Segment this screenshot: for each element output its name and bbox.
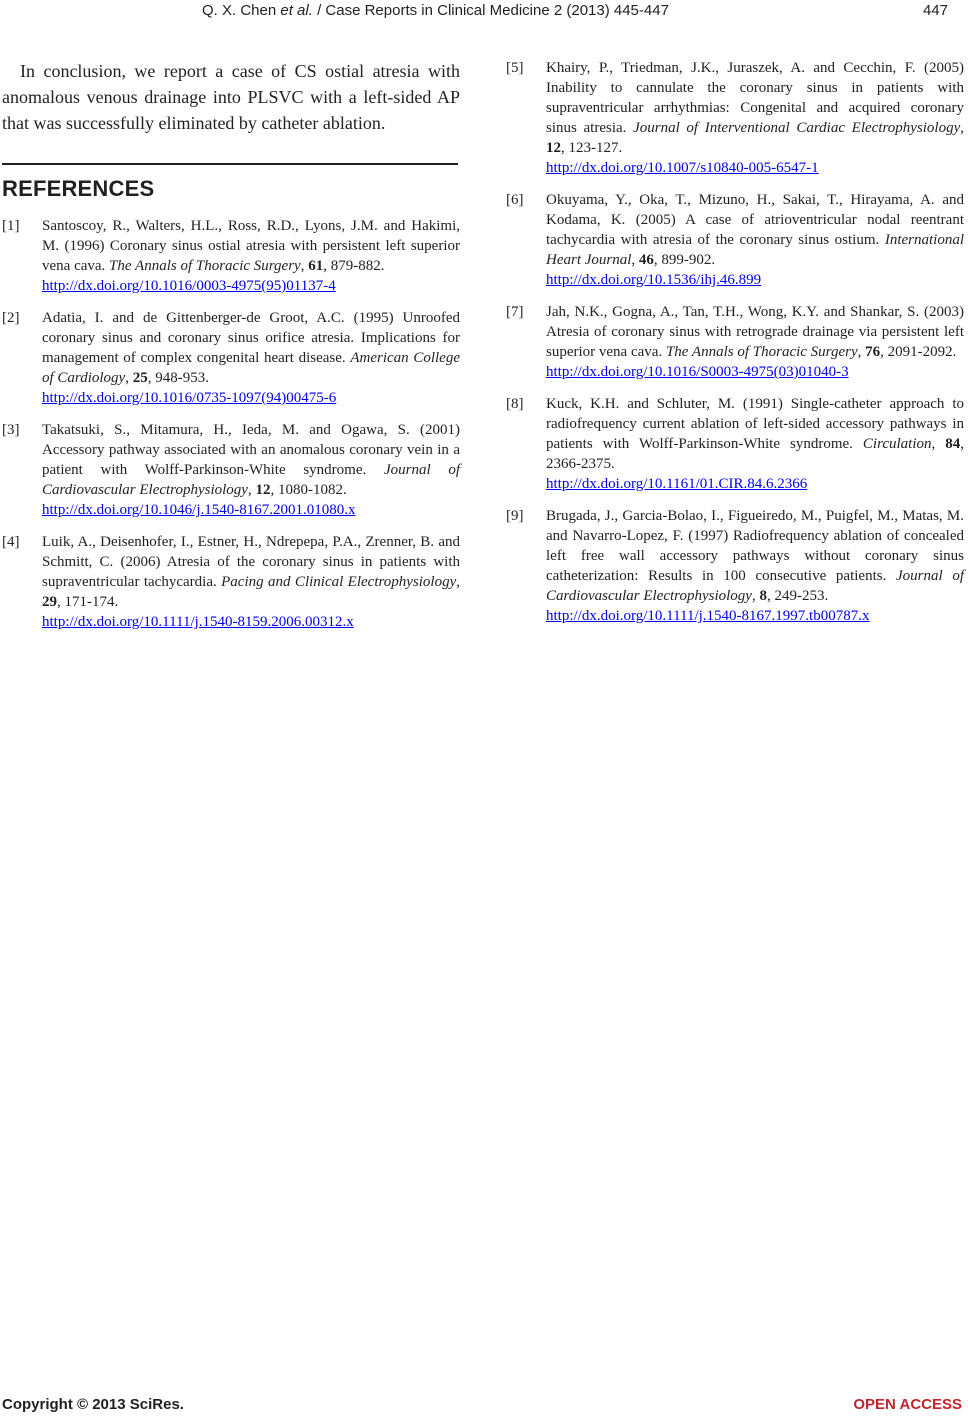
header-authors: Q. X. Chen (202, 2, 277, 19)
reference-number: [7] (506, 304, 524, 320)
reference-journal: The Annals of Thoracic Surgery (665, 344, 858, 360)
running-title (202, 2, 669, 19)
reference-text: Santoscoy, R., Walters, H.L., Ross, R.D., Lyons, J.M. and Hakimi, M. (1996) Coronary sinus ostial atresia with persistent left superior vena cava. (42, 218, 460, 274)
reference-number: [5] (506, 60, 524, 76)
reference-number: [4] (2, 534, 20, 550)
reference-citation: Luik, A., Deisenhofer, I., Estner, H., Ndrepepa, P.A., Zrenner, B. and Schmitt, C. (2006) Atresia of the coronary sinus in patients with supraventricular tachycardia. Pacing and Clinical Electrophysiology, 29, 171-174. (42, 534, 461, 610)
header-etal: et al. (280, 2, 313, 19)
reference-doi-link[interactable]: http://dx.doi.org/10.1016/S0003-4975(03)01040-3 (546, 364, 849, 380)
reference-item (506, 58, 964, 178)
running-header (0, 2, 968, 24)
page-number: 447 (922, 2, 948, 19)
reference-doi-link[interactable]: http://dx.doi.org/10.1161/01.CIR.84.6.2366 (546, 476, 808, 492)
reference-journal: Journal of Cardiovascular Electrophysiology (42, 462, 460, 498)
reference-citation: Santoscoy, R., Walters, H.L., Ross, R.D., Lyons, J.M. and Hakimi, M. (1996) Coronary sinus ostial atresia with persistent left superior vena cava. The Annals of Thoracic Surgery, 61, 879-882. (42, 218, 460, 274)
reference-number: [8] (506, 396, 524, 412)
reference-doi-link[interactable]: http://dx.doi.org/10.1016/0003-4975(95)01137-4 (42, 278, 336, 294)
reference-doi-link[interactable]: http://dx.doi.org/10.1111/j.1540-8167.1997.tb00787.x (546, 608, 870, 624)
header-journal: / Case Reports in Clinical Medicine 2 (2013) 445-447 (317, 2, 669, 19)
reference-text: Khairy, P., Triedman, J.K., Juraszek, A. and Cecchin, F. (2005) Inability to cannulate the coronary sinus in patients with supraventricular arrhythmias: Congenital and acquired coronary sinus atresia. (546, 60, 964, 136)
reference-volume: 76 (865, 344, 881, 360)
reference-body (42, 420, 460, 520)
reference-body (546, 394, 964, 494)
reference-body (546, 302, 964, 382)
reference-body (42, 532, 460, 632)
reference-citation: Adatia, I. and de Gittenberger-de Groot, A.C. (1995) Unroofed coronary sinus and coronary sinus orifice atresia. Implications for management of complex congenital heart disease. American College of Cardiology, 25, 948-953. (42, 310, 460, 386)
right-column (506, 58, 964, 638)
references-heading: REFERENCES (2, 176, 155, 201)
reference-item (506, 394, 964, 494)
section-divider (2, 163, 458, 165)
reference-item (506, 190, 964, 290)
reference-volume: 29 (42, 594, 57, 610)
reference-journal: International Heart Journal (546, 232, 964, 268)
reference-volume: 12 (546, 140, 561, 156)
reference-volume: 46 (638, 252, 654, 268)
copyright-notice: Copyright © 2013 SciRes. (2, 1396, 184, 1413)
reference-pages: , 879-882. (323, 258, 385, 274)
reference-text: Takatsuki, S., Mitamura, H., Ieda, M. and Ogawa, S. (2001) Accessory pathway associated with an anomalous coronary vein in a patient with Wolff-Parkinson-White syndrome. (42, 422, 460, 478)
page-footer (0, 1396, 968, 1416)
reference-item (2, 532, 460, 632)
reference-body (546, 190, 964, 290)
reference-doi-link[interactable]: http://dx.doi.org/10.1111/j.1540-8159.2006.00312.x (42, 614, 354, 630)
left-column (2, 58, 460, 644)
reference-journal: The Annals of Thoracic Surgery (109, 258, 301, 274)
reference-pages: , 249-253. (766, 588, 829, 604)
reference-number: [3] (2, 422, 20, 438)
reference-pages: , 948-953. (147, 370, 209, 386)
reference-journal: Journal of Interventional Cardiac Electrophysiology (633, 120, 961, 136)
conclusion-paragraph: In conclusion, we report a case of CS ostial atresia with anomalous venous drainage into PLSVC with a left-sided AP that was successfully eliminated by catheter ablation. (2, 61, 460, 133)
reference-text: Luik, A., Deisenhofer, I., Estner, H., Ndrepepa, P.A., Zrenner, B. and Schmitt, C. (2006) Atresia of the coronary sinus in patients with supraventricular tachycardia. (42, 534, 460, 590)
reference-pages: , 2366-2375. (546, 436, 964, 472)
reference-item (506, 302, 964, 382)
reference-number: [6] (506, 192, 524, 208)
reference-body (546, 58, 964, 178)
reference-text: Adatia, I. and de Gittenberger-de Groot, A.C. (1995) Unroofed coronary sinus and coronary sinus orifice atresia. Implications for management of complex congenital heart disease. (42, 310, 460, 366)
reference-doi-link[interactable]: http://dx.doi.org/10.1046/j.1540-8167.2001.01080.x (42, 502, 356, 518)
reference-doi-link[interactable]: http://dx.doi.org/10.1016/0735-1097(94)00475-6 (42, 390, 337, 406)
reference-body (42, 308, 460, 408)
reference-citation: Khairy, P., Triedman, J.K., Juraszek, A. and Cecchin, F. (2005) Inability to cannulate the coronary sinus in patients with supraventricular arrhythmias: Congenital and acquired coronary sinus atresia. Journal of Interventional Cardiac Electrophysiology, 12, 123-127. (546, 60, 965, 156)
reference-number: [1] (2, 218, 20, 234)
reference-journal: Circulation (862, 436, 932, 452)
reference-citation: Takatsuki, S., Mitamura, H., Ieda, M. and Ogawa, S. (2001) Accessory pathway associated with an anomalous coronary vein in a patient with Wolff-Parkinson-White syndrome. Journal of Cardiovascular Electrophysiology, 12, 1080-1082. (42, 422, 460, 498)
reference-citation: Jah, N.K., Gogna, A., Tan, T.H., Wong, K.Y. and Shankar, S. (2003) Atresia of coronary sinus with retrograde drainage via persistent left superior vena cava. The Annals of Thoracic Surgery, 76, 2091-2092. (546, 304, 964, 360)
reference-body (42, 216, 460, 296)
reference-text: Jah, N.K., Gogna, A., Tan, T.H., Wong, K.Y. and Shankar, S. (2003) Atresia of coronary sinus with retrograde drainage via persistent left superior vena cava. (546, 304, 964, 360)
reference-volume: 61 (308, 258, 324, 274)
reference-doi-link[interactable]: http://dx.doi.org/10.1007/s10840-005-6547-1 (546, 160, 819, 176)
reference-number: [2] (2, 310, 20, 326)
reference-journal: Pacing and Clinical Electrophysiology (221, 574, 457, 590)
reference-item (2, 216, 460, 296)
reference-volume: 25 (132, 370, 148, 386)
reference-volume: 8 (759, 588, 767, 604)
reference-pages: , 2091-2092. (880, 344, 957, 360)
reference-item (506, 506, 964, 626)
reference-volume: 12 (255, 482, 271, 498)
reference-item (2, 308, 460, 408)
reference-text: Kuck, K.H. and Schluter, M. (1991) Single-catheter approach to radiofrequency current ablation of left-sided accessory pathways in patients with Wolff-Parkinson-White syndrome. (546, 396, 964, 452)
reference-pages: , 171-174. (57, 594, 119, 610)
reference-number: [9] (506, 508, 524, 524)
reference-journal: Journal of Cardiovascular Electrophysiology (546, 568, 964, 604)
reference-pages: , 123-127. (561, 140, 623, 156)
reference-citation: Kuck, K.H. and Schluter, M. (1991) Single-catheter approach to radiofrequency current ablation of left-sided accessory pathways in patients with Wolff-Parkinson-White syndrome. Circulation, 84, 2366-2375. (546, 396, 964, 472)
reference-text: Okuyama, Y., Oka, T., Mizuno, H., Sakai, T., Hirayama, A. and Kodama, K. (2005) A case of atrioventricular nodal reentrant tachycardia with atresia of the coronary sinus ostium. (546, 192, 964, 248)
reference-volume: 84 (945, 436, 961, 452)
reference-pages: , 899-902. (653, 252, 716, 268)
reference-citation: Brugada, J., Garcia-Bolao, I., Figueiredo, M., Puigfel, M., Matas, M. and Navarro-Lopez, F. (1997) Radiofrequency ablation of concealed left free wall accessory pathways without coronary sinus catheterization: Results in 100 consecutive patients. Journal of Cardiovascular Electrophysiology, 8, 249-253. (546, 508, 964, 604)
reference-item (2, 420, 460, 520)
reference-body (546, 506, 964, 626)
reference-doi-link[interactable]: http://dx.doi.org/10.1536/ihj.46.899 (546, 272, 762, 288)
reference-citation: Okuyama, Y., Oka, T., Mizuno, H., Sakai, T., Hirayama, A. and Kodama, K. (2005) A case of atrioventricular nodal reentrant tachycardia with atresia of the coronary sinus ostium. International Heart Journal, 46, 899-902. (546, 192, 964, 268)
open-access-label: OPEN ACCESS (853, 1396, 962, 1413)
reference-journal: American College of Cardiology (42, 350, 460, 386)
reference-text: Brugada, J., Garcia-Bolao, I., Figueiredo, M., Puigfel, M., Matas, M. and Navarro-Lopez, F. (1997) Radiofrequency ablation of concealed left free wall accessory pathways without coronary sinus catheterization: Results in 100 consecutive patients. (546, 508, 964, 584)
reference-pages: , 1080-1082. (270, 482, 347, 498)
